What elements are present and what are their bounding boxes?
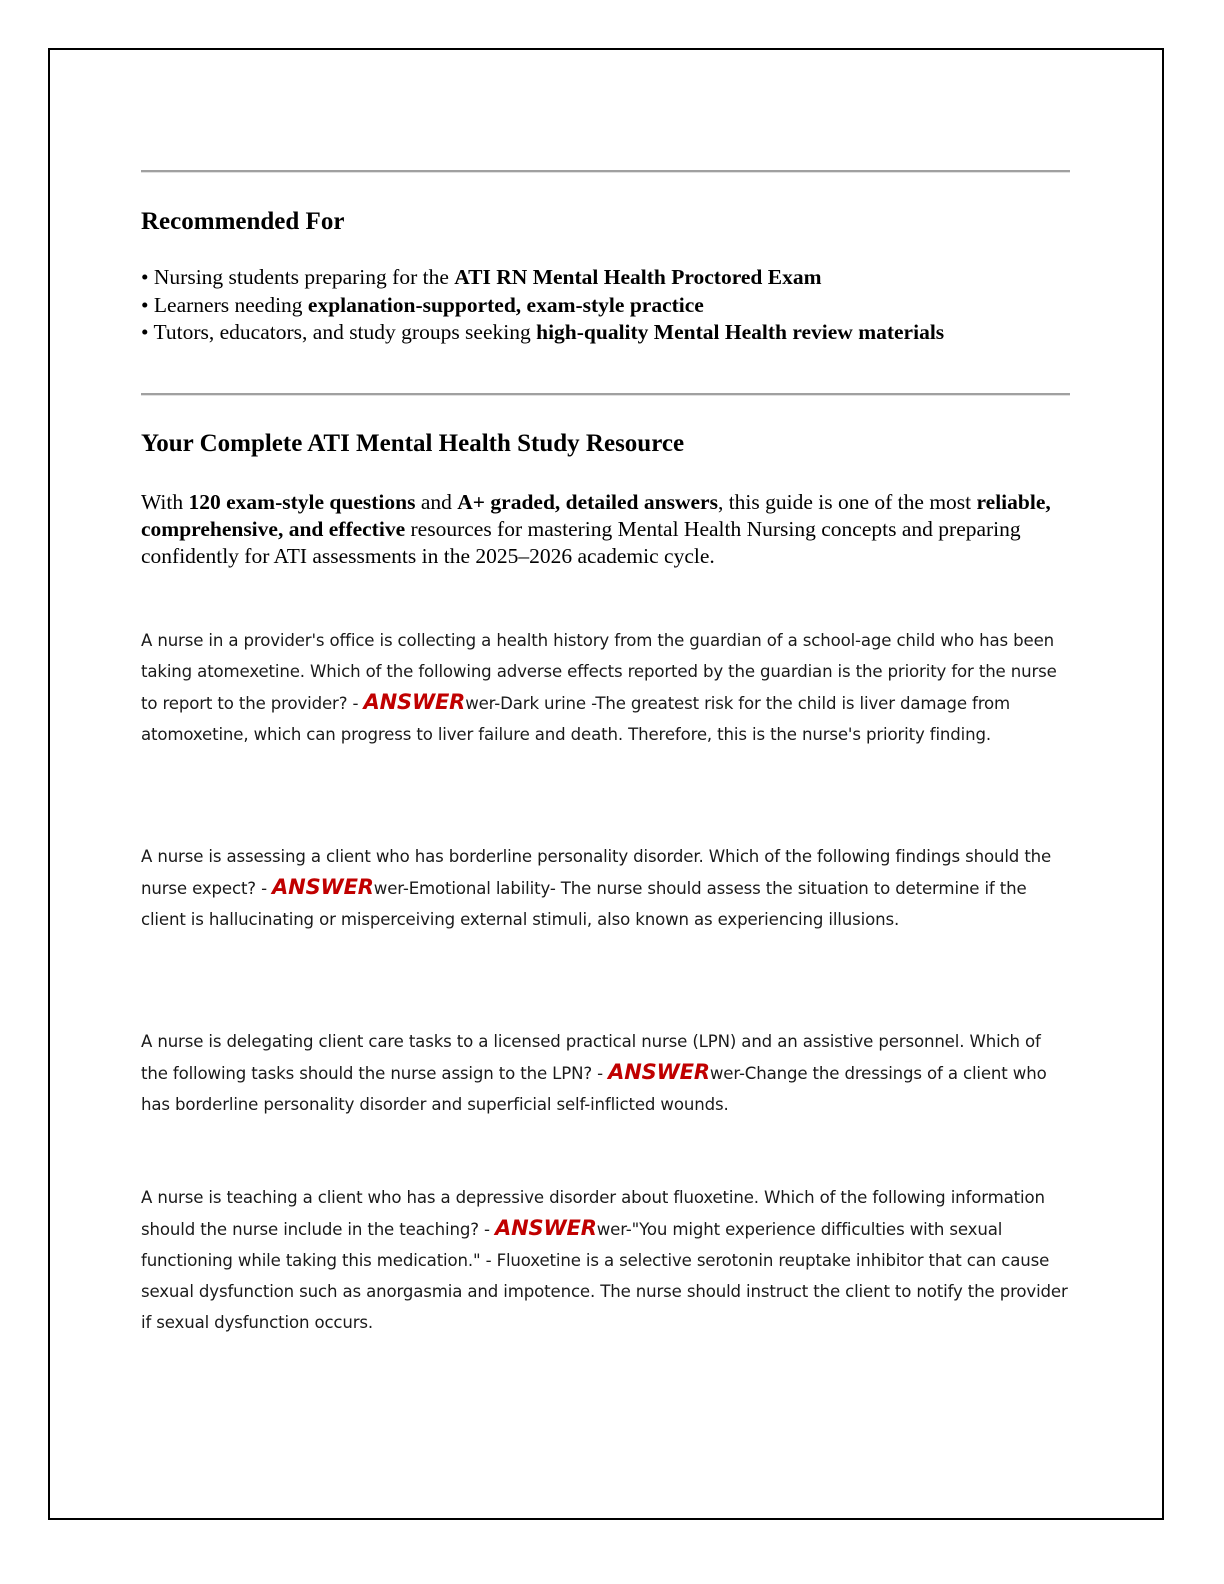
answer-text: wer-Dark urine -The greatest risk for the child is liver damage from atomoxetine, which can progress to liver failure and death. Therefore, this is the nurse's priority finding. xyxy=(141,694,1011,744)
answer-label: ANSWER xyxy=(494,1216,597,1240)
recommended-heading: Recommended For xyxy=(141,208,345,235)
question-block-2 xyxy=(141,841,1071,935)
answer-label: ANSWER xyxy=(608,1060,710,1084)
recommended-item: • Tutors, educators, and study groups seeking high-quality Mental Health review materials xyxy=(141,320,945,344)
answer-text: wer-Change the dressings of a client who has borderline personality disorder and superficial self-inflicted wounds. xyxy=(141,1064,1047,1114)
resource-heading: Your Complete ATI Mental Health Study Resource xyxy=(141,430,685,457)
recommended-item: • Nursing students preparing for the ATI RN Mental Health Proctored Exam xyxy=(141,265,822,289)
answer-label: ANSWER xyxy=(272,875,374,899)
question-text: A nurse in a provider's office is collecting a health history from the guardian of a school-age child who has been taking atomexetine. Which of the following adverse effects reported by the guardian is the priority for the nurse to report to the provider? - xyxy=(141,631,1057,713)
answer-text: wer-"You might experience difficulties with sexual functioning while taking this medication." - Fluoxetine is a selective serotonin reuptake inhibitor that can cause sexual dysfunction such as anorgasmia and impotence. The nurse should instruct the client to notify the provider if sexual dysfunction occurs. xyxy=(141,1220,1068,1332)
horizontal-rule-top xyxy=(141,170,1070,173)
question-text: A nurse is teaching a client who has a depressive disorder about fluoxetine. Which of the following information should the nurse include in the teaching? - xyxy=(141,1188,1045,1239)
question-text: A nurse is assessing a client who has borderline personality disorder. Which of the following findings should the nurse expect? - xyxy=(141,847,1052,898)
horizontal-rule-middle xyxy=(141,393,1070,396)
question-block-3 xyxy=(141,1026,1071,1120)
answer-text: wer-Emotional lability- The nurse should assess the situation to determine if the client is hallucinating or misperceiving external stimuli, also known as experiencing illusions. xyxy=(141,879,1027,929)
recommended-list xyxy=(141,264,944,347)
answer-label: ANSWER xyxy=(363,690,466,714)
question-block-1 xyxy=(141,625,1071,750)
question-text: A nurse is delegating client care tasks to a licensed practical nurse (LPN) and an assistive personnel. Which of the following tasks should the nurse assign to the LPN? - xyxy=(141,1032,1041,1083)
resource-intro: With 120 exam-style questions and A+ graded, detailed answers, this guide is one of the most reliable, comprehensive, and effective resources for mastering Mental Health Nursing concepts and preparing confidently for ATI assessments in the 2025–2026 academic cycle. xyxy=(141,490,1051,568)
recommended-item: • Learners needing explanation-supported, exam-style practice xyxy=(141,292,704,317)
question-block-4 xyxy=(141,1182,1071,1338)
